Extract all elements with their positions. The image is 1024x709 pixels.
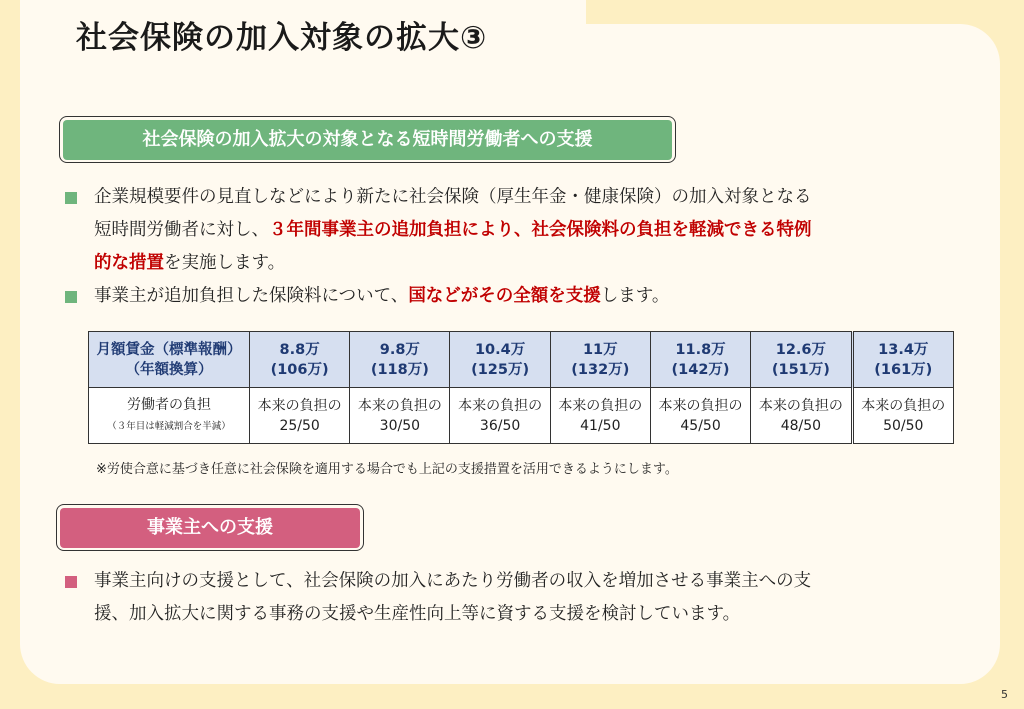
highlight-text: ３年間事業主の追加負担により、社会保険料の負担を軽減できる特例: [269, 220, 812, 240]
bullet-text-2: 事業主が追加負担した保険料について、国などがその全額を支援します。: [94, 286, 670, 306]
table-cell: 本来の負担の 48/50: [751, 388, 852, 444]
table-cell: 本来の負担の 41/50: [550, 388, 650, 444]
table-header-cell: 10.4万 (125万): [450, 332, 550, 388]
footnote: ※労使合意に基づき任意に社会保険を適用する場合でも上記の支援措置を活用できるようにします。: [96, 462, 678, 477]
page-number: 5: [1001, 688, 1008, 701]
table-header-cell: 12.6万 (151万): [751, 332, 852, 388]
section-heading-short-time-workers: [63, 120, 672, 160]
table-row: [89, 388, 954, 444]
table-header-cell: 8.8万 (106万): [250, 332, 350, 388]
highlight-text: 国などがその全額を支援: [408, 286, 601, 306]
bullet-square-icon: [65, 576, 77, 588]
bullet-text-3: 事業主向けの支援として、社会保険の加入にあたり労働者の収入を増加させる事業主への支 援、加入拡大に関する事務の支援や生産性向上等に資する支援を検討しています。: [94, 571, 812, 624]
table-cell: 本来の負担の 30/50: [350, 388, 450, 444]
table-header-cell: 13.4万 (161万): [852, 332, 953, 388]
bullet-square-icon: [65, 192, 77, 204]
section-heading-text: 社会保険の加入拡大の対象となる短時間労働者への支援: [142, 129, 593, 150]
page-title: 社会保険の加入対象の拡大③: [76, 20, 488, 56]
table-cell: 本来の負担の 36/50: [450, 388, 550, 444]
section-heading-employer-support: [60, 508, 360, 548]
table-header-row: [89, 332, 954, 388]
table-header-cell: 11.8万 (142万): [650, 332, 750, 388]
bullet-text-1: 企業規模要件の見直しなどにより新たに社会保険（厚生年金・健康保険）の加入対象となる 短時間労働者に対し、３年間事業主の追加負担により、社会保険料の負担を軽減できる特例 的な措置を実施します。: [94, 187, 812, 273]
table-cell: 本来の負担の 50/50: [852, 388, 953, 444]
table-header-cell: 9.8万 (118万): [350, 332, 450, 388]
table-cell: 本来の負担の 45/50: [650, 388, 750, 444]
table-header-cell: 11万 (132万): [550, 332, 650, 388]
bullet-square-icon: [65, 291, 77, 303]
highlight-text: 的な措置: [94, 253, 164, 273]
support-table: [88, 331, 954, 444]
section-heading-text: 事業主への支援: [147, 517, 273, 538]
table-header-label: 月額賃金（標準報酬） （年額換算）: [89, 332, 250, 388]
table-row-label: 労働者の負担 （３年目は軽減割合を半減）: [89, 388, 250, 444]
table-cell: 本来の負担の 25/50: [250, 388, 350, 444]
